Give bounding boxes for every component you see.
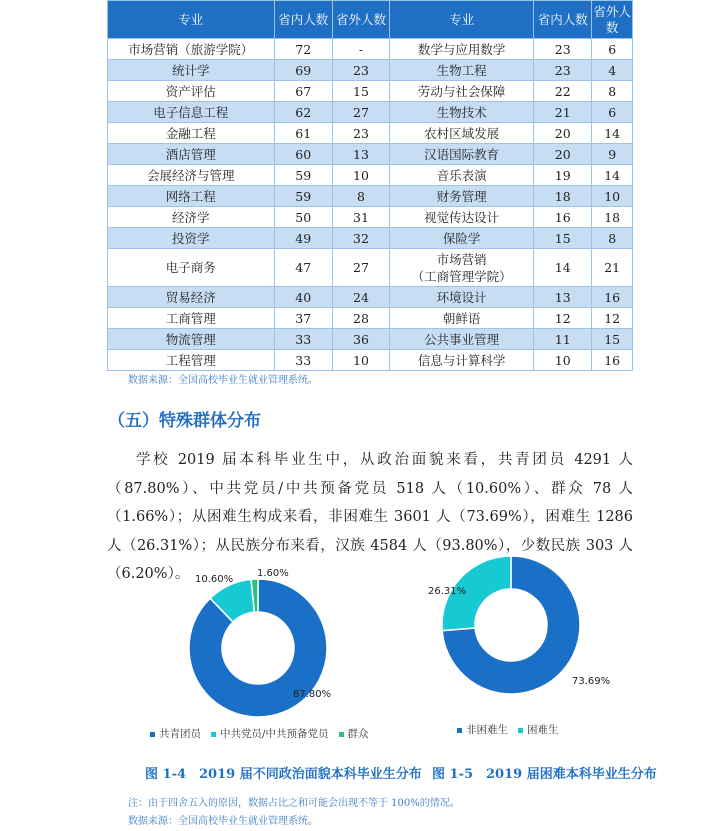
table-cell: 16 [534, 207, 592, 228]
data-label: 73.69% [572, 676, 611, 687]
legend-item: 非困难生 [457, 722, 508, 737]
table-cell: 10 [332, 165, 389, 186]
table-cell: 47 [274, 249, 332, 287]
data-label: 26.31% [428, 586, 467, 597]
table-cell: - [332, 39, 389, 60]
table-cell: 59 [274, 165, 332, 186]
table-cell: 财务管理 [390, 186, 534, 207]
table-cell: 音乐表演 [390, 165, 534, 186]
table-cell: 生物工程 [390, 60, 534, 81]
table-cell: 23 [534, 39, 592, 60]
table-cell: 经济学 [108, 207, 275, 228]
table-cell: 22 [534, 81, 592, 102]
table-cell: 32 [332, 228, 389, 249]
table-cell: 14 [592, 165, 633, 186]
legend-item: 中共党员/中共预备党员 [211, 726, 329, 741]
table-cell: 40 [274, 287, 332, 308]
table-cell: 视觉传达设计 [390, 207, 534, 228]
table-cell: 61 [274, 123, 332, 144]
table-cell: 工商管理 [108, 308, 275, 329]
table-cell: 4 [592, 60, 633, 81]
rounding-note: 注：由于四舍五入的原因，数据占比之和可能会出现不等于 100%的情况。 [128, 798, 460, 809]
table-cell: 37 [274, 308, 332, 329]
table-cell: 36 [332, 329, 389, 350]
table-cell: 72 [274, 39, 332, 60]
table-cell: 保险学 [390, 228, 534, 249]
table-cell: 6 [592, 39, 633, 60]
section-heading: （五）特殊群体分布 [108, 411, 261, 431]
table-cell: 62 [274, 102, 332, 123]
table-cell: 23 [332, 60, 389, 81]
table-cell: 汉语国际教育 [390, 144, 534, 165]
table-cell: 6 [592, 102, 633, 123]
table-cell: 15 [592, 329, 633, 350]
data-label: 1.60% [257, 568, 289, 579]
legend-item: 困难生 [518, 722, 559, 737]
table-cell: 劳动与社会保障 [390, 81, 534, 102]
table-cell: 20 [534, 144, 592, 165]
table-cell: 金融工程 [108, 123, 275, 144]
data-label: 87.80% [293, 689, 332, 700]
table-cell: 数学与应用数学 [390, 39, 534, 60]
table-cell: 27 [332, 249, 389, 287]
table-cell: 8 [592, 228, 633, 249]
table-cell: 14 [534, 249, 592, 287]
table-cell: 33 [274, 350, 332, 371]
column-header: 专业 [108, 1, 275, 39]
table-cell: 12 [534, 308, 592, 329]
table-cell: 18 [534, 186, 592, 207]
table-cell: 67 [274, 81, 332, 102]
table-cell: 资产评估 [108, 81, 275, 102]
table-cell: 24 [332, 287, 389, 308]
table-cell: 13 [534, 287, 592, 308]
column-header: 省外人数 [332, 1, 389, 39]
table-cell: 10 [332, 350, 389, 371]
table-cell: 网络工程 [108, 186, 275, 207]
table-cell: 50 [274, 207, 332, 228]
table-cell: 酒店管理 [108, 144, 275, 165]
table-cell: 21 [592, 249, 633, 287]
table-cell: 投资学 [108, 228, 275, 249]
table-cell: 15 [332, 81, 389, 102]
table-cell: 16 [592, 287, 633, 308]
table-cell: 市场营销 （工商管理学院） [390, 249, 534, 287]
chart1-legend [150, 726, 369, 741]
table-cell: 朝鲜语 [390, 308, 534, 329]
column-header: 省外人数 [592, 1, 633, 39]
column-header: 省内人数 [274, 1, 332, 39]
table-cell: 10 [592, 186, 633, 207]
table-cell: 生物技术 [390, 102, 534, 123]
table-cell: 8 [592, 81, 633, 102]
table-cell: 环境设计 [390, 287, 534, 308]
table-cell: 69 [274, 60, 332, 81]
table-cell: 31 [332, 207, 389, 228]
legend-item: 群众 [339, 726, 369, 741]
table-cell: 23 [534, 60, 592, 81]
table-cell: 19 [534, 165, 592, 186]
table-cell: 信息与计算科学 [390, 350, 534, 371]
column-header: 专业 [390, 1, 534, 39]
table-cell: 电子商务 [108, 249, 275, 287]
chart2-legend [457, 722, 559, 737]
table-cell: 市场营销（旅游学院） [108, 39, 275, 60]
table-cell: 59 [274, 186, 332, 207]
table-cell: 贸易经济 [108, 287, 275, 308]
data-source: 数据来源：全国高校毕业生就业管理系统。 [128, 816, 318, 827]
data-source: 数据来源：全国高校毕业生就业管理系统。 [128, 375, 318, 386]
table-cell: 18 [592, 207, 633, 228]
table-cell: 33 [274, 329, 332, 350]
table-cell: 14 [592, 123, 633, 144]
table-cell: 工程管理 [108, 350, 275, 371]
table-cell: 物流管理 [108, 329, 275, 350]
table-cell: 统计学 [108, 60, 275, 81]
legend-item: 共青团员 [150, 726, 201, 741]
table-cell: 49 [274, 228, 332, 249]
table-cell: 会展经济与管理 [108, 165, 275, 186]
table-cell: 23 [332, 123, 389, 144]
table-cell: 10 [534, 350, 592, 371]
table-cell: 电子信息工程 [108, 102, 275, 123]
table-cell: 8 [332, 186, 389, 207]
table-cell: 9 [592, 144, 633, 165]
table-cell: 13 [332, 144, 389, 165]
column-header: 省内人数 [534, 1, 592, 39]
table-cell: 27 [332, 102, 389, 123]
table-cell: 21 [534, 102, 592, 123]
table-cell: 16 [592, 350, 633, 371]
figure-caption-1: 图 1-4 2019 届不同政治面貌本科毕业生分布 [145, 767, 422, 782]
table-cell: 15 [534, 228, 592, 249]
figure-caption-2: 图 1-5 2019 届困难本科毕业生分布 [432, 767, 657, 782]
body-paragraph: 学校 2019 届本科毕业生中，从政治面貌来看，共青团员 4291 人（87.80%）、中共党员/中共预备党员 518 人（10.60%）、群众 78 人（1.66%）；从困难生构成来看，非困难生 3601 人（73.69%），困难生 1286 人（26.31%）；从民族分布来看，汉族 4584 人（93.80%），少数民族 303 人（6.20%）。 [107, 452, 633, 582]
table-cell: 公共事业管理 [390, 329, 534, 350]
table-cell: 60 [274, 144, 332, 165]
table-cell: 11 [534, 329, 592, 350]
data-label: 10.60% [195, 574, 234, 585]
table-cell: 农村区域发展 [390, 123, 534, 144]
table-cell: 20 [534, 123, 592, 144]
table-cell: 28 [332, 308, 389, 329]
table-cell: 12 [592, 308, 633, 329]
